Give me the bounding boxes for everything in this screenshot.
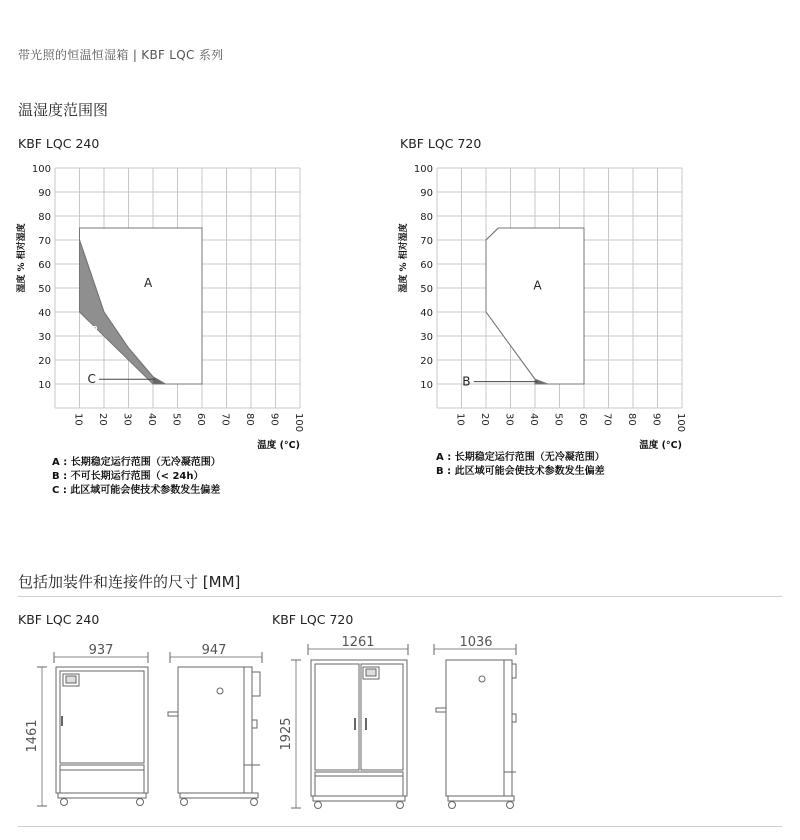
- wheel: [61, 799, 68, 806]
- y-tick-label: 20: [38, 356, 51, 367]
- left-chart-model: KBF LQC 240: [18, 136, 100, 151]
- x-tick-label: 100: [675, 413, 686, 433]
- y-tick-label: 40: [420, 308, 433, 319]
- y-tick-label: 10: [38, 380, 51, 391]
- wheel: [251, 799, 258, 806]
- side-view-720: [434, 644, 516, 809]
- y-tick-label: 70: [420, 236, 433, 247]
- y-tick-label: 60: [420, 260, 433, 271]
- divider: [18, 596, 782, 597]
- x-tick-label: 100: [293, 413, 304, 433]
- x-tick-label: 60: [195, 413, 206, 426]
- x-tick-label: 90: [650, 413, 662, 426]
- dim-depth-240: 947: [201, 643, 227, 658]
- legend-item: A : 长期稳定运行范围（无冷凝范围）: [436, 452, 605, 463]
- x-tick-label: 50: [552, 413, 564, 426]
- wheel: [449, 802, 456, 809]
- wheel: [397, 802, 404, 809]
- y-tick-label: 100: [413, 164, 433, 175]
- x-tick-label: 10: [72, 413, 84, 426]
- rear-unit: [252, 672, 260, 696]
- breadcrumb: 带光照的恒温恒湿箱 | KBF LQC 系列: [18, 48, 224, 62]
- y-tick-label: 50: [420, 284, 433, 295]
- x-tick-label: 80: [244, 413, 255, 426]
- y-axis-label: 湿度 % 相对湿度: [399, 223, 409, 293]
- x-tick-label: 20: [97, 413, 108, 426]
- y-tick-label: 100: [31, 164, 51, 175]
- dims-right-model: KBF LQC 720: [272, 612, 354, 627]
- left-chart-legend: [52, 456, 221, 498]
- y-tick-label: 30: [38, 332, 51, 343]
- x-tick-label: 90: [268, 413, 280, 426]
- right-chart-legend: [436, 451, 605, 479]
- side-view-240: [168, 652, 262, 806]
- region-a: [486, 228, 584, 384]
- range-section-title: 温湿度范围图: [18, 101, 109, 119]
- dimension-drawings: [0, 630, 800, 820]
- x-tick-label: 30: [121, 413, 133, 426]
- x-tick-label: 20: [479, 413, 490, 426]
- x-tick-label: 50: [170, 413, 182, 426]
- dim-width-720: 1261: [341, 635, 375, 650]
- x-tick-label: 10: [454, 413, 466, 426]
- y-tick-label: 40: [38, 308, 51, 319]
- y-tick-label: 80: [420, 212, 433, 223]
- x-tick-label: 40: [528, 413, 539, 426]
- x-axis-label: 温度 (°C): [639, 440, 682, 451]
- front-view-720: [291, 644, 408, 809]
- right-chart-model: KBF LQC 720: [400, 136, 482, 151]
- x-axis-label: 温度 (°C): [257, 440, 300, 451]
- dimensions-section-title: 包括加装件和连接件的尺寸 [MM]: [18, 573, 241, 591]
- x-tick-label: 60: [577, 413, 588, 426]
- region-label-b: B: [90, 324, 99, 339]
- y-tick-label: 60: [38, 260, 51, 271]
- region-label-a: A: [143, 276, 153, 291]
- dim-height-240: 1461: [25, 719, 40, 753]
- x-tick-label: 40: [146, 413, 157, 426]
- wheel: [137, 799, 144, 806]
- dim-height-720: 1925: [279, 717, 294, 751]
- cabinet-side: [178, 667, 244, 793]
- legend-item: B : 不可长期运行范围（< 24h）: [52, 471, 204, 482]
- y-tick-label: 20: [420, 356, 433, 367]
- dims-left-model: KBF LQC 240: [18, 612, 100, 627]
- wheel: [315, 802, 322, 809]
- region-label-a: A: [533, 278, 542, 293]
- y-axis-label: 湿度 % 相对湿度: [17, 223, 27, 293]
- x-tick-label: 30: [503, 413, 515, 426]
- y-tick-label: 90: [38, 188, 51, 199]
- region-label-b: B: [462, 374, 471, 389]
- y-tick-label: 10: [420, 380, 433, 391]
- x-tick-label: 80: [626, 413, 637, 426]
- legend-item: A : 长期稳定运行范围（无冷凝范围）: [52, 457, 221, 468]
- front-view-240: [37, 652, 148, 806]
- x-tick-label: 70: [219, 413, 231, 426]
- y-tick-label: 80: [38, 212, 51, 223]
- dim-depth-720: 1036: [459, 635, 493, 650]
- wheel: [507, 802, 514, 809]
- y-tick-label: 50: [38, 284, 51, 295]
- humidity-temperature-chart-720: [382, 150, 782, 460]
- dim-width-240: 937: [88, 643, 114, 658]
- y-tick-label: 90: [420, 188, 433, 199]
- wheel: [181, 799, 188, 806]
- y-tick-label: 70: [38, 236, 51, 247]
- bottom-divider: [18, 826, 782, 827]
- humidity-temperature-chart-240: [0, 150, 400, 460]
- cabinet-side: [446, 660, 504, 796]
- legend-item: B : 此区域可能会使技术参数发生偏差: [436, 466, 605, 477]
- region-label-c: C: [87, 372, 96, 387]
- x-tick-label: 70: [601, 413, 613, 426]
- legend-item: C : 此区域可能会使技术参数发生偏差: [52, 485, 221, 496]
- y-tick-label: 30: [420, 332, 433, 343]
